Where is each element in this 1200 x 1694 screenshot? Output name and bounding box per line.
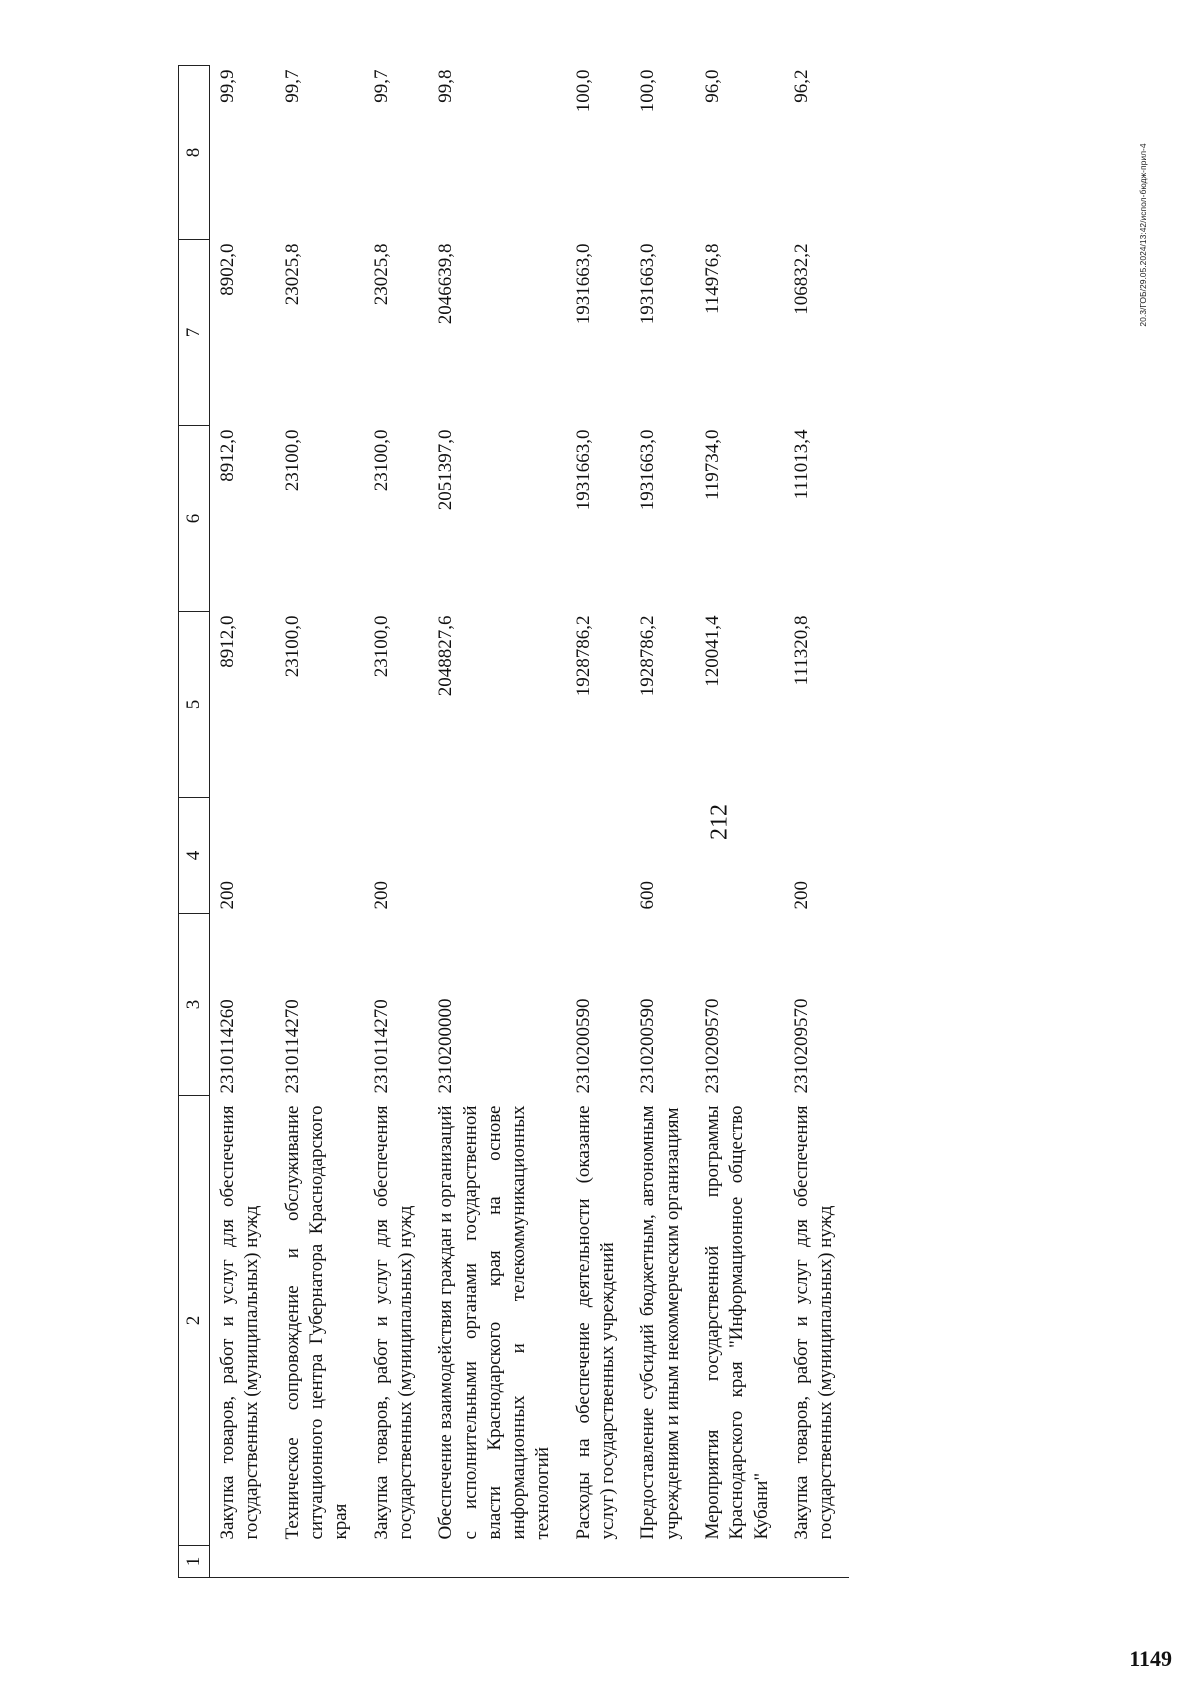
cell-description: Расходы на обеспечение деятельности (оказание услуг) государственных учреждений [572,1105,619,1540]
rotated-table-container [178,66,1068,1578]
cell-expense-type [566,798,631,914]
cell-target-code: 2310114260 [217,999,238,1094]
cell-col1 [784,1546,849,1578]
cell-expense-type: 200 [790,881,812,910]
cell-target-code: 2310114270 [281,999,303,1094]
cell-amount-col5: 23100,0 [281,615,303,678]
cell-amount-col7: 2046639,8 [435,243,457,325]
cell-description: Закупка товаров, работ и услуг для обеспечения государственных (муниципальных) нужд [790,1105,837,1540]
cell-expense-type [695,798,784,914]
cell-amount-col7: 8902,0 [217,243,238,296]
cell-col1 [630,1546,695,1578]
column-header: 8 [179,66,210,240]
cell-percent-col8: 96,2 [790,69,812,103]
cell-expense-type [275,798,364,914]
cell-col1 [210,1546,275,1578]
cell-amount-col7: 114976,8 [702,243,723,315]
cell-percent-col8: 96,0 [702,69,723,103]
cell-target-code: 2310200590 [572,998,594,1094]
column-header: 4 [179,798,210,914]
cell-amount-col6: 23100,0 [281,429,303,492]
cell-amount-col5: 120041,4 [702,615,723,687]
cell-expense-type: 200 [217,881,238,910]
cell-amount-col5: 111320,8 [790,615,812,686]
cell-amount-col5: 8912,0 [217,615,238,668]
column-header: 3 [179,914,210,1096]
table-row [364,66,429,1578]
cell-col1 [695,1546,784,1578]
cell-description: Предоставление субсидий бюджетным, автономным учреждениям и иным некоммерческим организациям [637,1105,683,1540]
cell-target-code: 2310200000 [435,998,457,1094]
cell-amount-col6: 23100,0 [370,429,392,492]
cell-amount-col6: 119734,0 [702,429,723,501]
cell-col1 [275,1546,364,1578]
table-row [630,66,695,1578]
cell-expense-type: 600 [637,881,659,910]
page-number: 212 [706,804,733,840]
cell-amount-col6: 1931663,0 [572,429,594,511]
cell-expense-type [428,798,566,914]
cell-amount-col5: 1928786,2 [637,615,659,697]
table-row [428,66,566,1578]
cell-target-code: 2310200590 [637,998,659,1094]
cell-col1 [428,1546,566,1578]
sheet-number: 1149 [1129,1646,1172,1671]
file-stamp: 20.3/ГОБ/29.05.2024/13:42/испол-бюдж-прил-4 [1138,143,1148,327]
column-header: 6 [179,426,210,612]
table-row [695,66,784,1578]
cell-amount-col5: 23100,0 [370,615,392,678]
cell-percent-col8: 99,7 [281,69,303,103]
cell-amount-col5: 1928786,2 [572,615,594,697]
column-header: 2 [179,1096,210,1546]
cell-percent-col8: 99,8 [435,69,457,103]
cell-percent-col8: 100,0 [637,69,659,113]
budget-table [178,65,849,1578]
cell-amount-col7: 23025,8 [370,243,392,306]
cell-amount-col6: 1931663,0 [637,429,659,511]
table-row [784,66,849,1578]
cell-target-code: 2310114270 [370,999,392,1094]
cell-amount-col7: 1931663,0 [572,243,594,325]
cell-description: Обеспечение взаимодействия граждан и организаций с исполнительными органами государственной власти Краснодарского края на основе информационных и телекоммуникационных технологий [435,1105,554,1540]
cell-amount-col5: 2048827,6 [435,615,457,697]
column-header: 7 [179,240,210,426]
cell-amount-col7: 1931663,0 [637,243,659,325]
cell-amount-col6: 8912,0 [217,429,238,482]
cell-amount-col6: 2051397,0 [435,429,457,511]
table-body [210,66,849,1578]
column-header: 5 [179,612,210,798]
cell-percent-col8: 99,7 [370,69,392,103]
cell-description: Техническое сопровождение и обслуживание ситуационного центра Губернатора Краснодарского края [281,1105,352,1540]
table-row [566,66,631,1578]
cell-description: Мероприятия государственной программы Краснодарского края "Информационное общество Кубани" [702,1105,772,1540]
cell-amount-col6: 111013,4 [790,429,812,500]
cell-amount-col7: 106832,2 [790,243,812,315]
cell-description: Закупка товаров, работ и услуг для обеспечения государственных (муниципальных) нужд [217,1105,263,1540]
cell-col1 [364,1546,429,1578]
cell-percent-col8: 99,9 [217,69,238,103]
cell-expense-type: 200 [370,881,392,910]
table-row [275,66,364,1578]
table-row [210,66,275,1578]
cell-description: Закупка товаров, работ и услуг для обеспечения государственных (муниципальных) нужд [370,1105,416,1540]
cell-target-code: 2310209570 [790,998,812,1094]
table-header-row [179,66,210,1578]
column-header: 1 [179,1546,210,1578]
cell-amount-col7: 23025,8 [281,243,303,306]
cell-target-code: 2310209570 [702,998,723,1094]
cell-col1 [566,1546,631,1578]
cell-percent-col8: 100,0 [572,69,594,113]
